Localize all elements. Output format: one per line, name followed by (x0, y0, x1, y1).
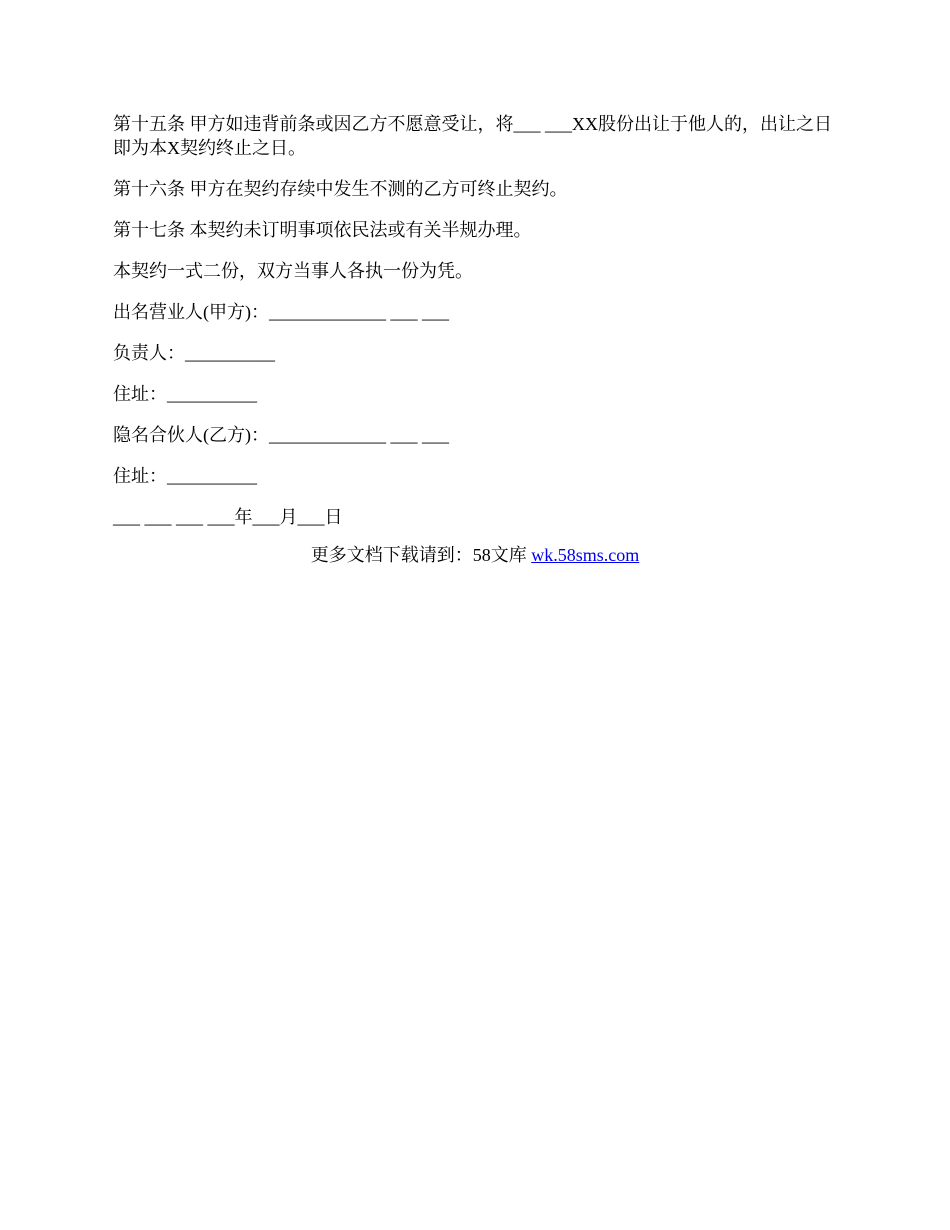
party-b-signature-line: 隐名合伙人(乙方)：_____________ ___ ___ (113, 425, 449, 445)
footer-link[interactable]: wk.58sms.com (531, 545, 640, 565)
party-b-address-line: 住址：__________ (113, 466, 257, 486)
date-line: ___ ___ ___ ___年___月___日 (113, 507, 343, 527)
article-17: 第十七条 本契约未订明事项依民法或有关半规办理。 (113, 220, 532, 240)
responsible-person-line: 负责人：__________ (113, 343, 275, 363)
footer-text: 更多文档下载请到：58文库 (310, 545, 532, 565)
article-15: 第十五条 甲方如违背前条或因乙方不愿意受让，将___ ___XX股份出让于他人的，出让之日即为本X契约终止之日。 (113, 114, 832, 158)
party-a-address-line: 住址：__________ (113, 384, 257, 404)
party-a-signature-line: 出名营业人(甲方)：_____________ ___ ___ (113, 302, 449, 322)
copies-statement: 本契约一式二份，双方当事人各执一份为凭。 (113, 261, 473, 281)
document-body (113, 112, 833, 546)
download-footer (0, 543, 950, 567)
article-16: 第十六条 甲方在契约存续中发生不测的乙方可终止契约。 (113, 179, 568, 199)
